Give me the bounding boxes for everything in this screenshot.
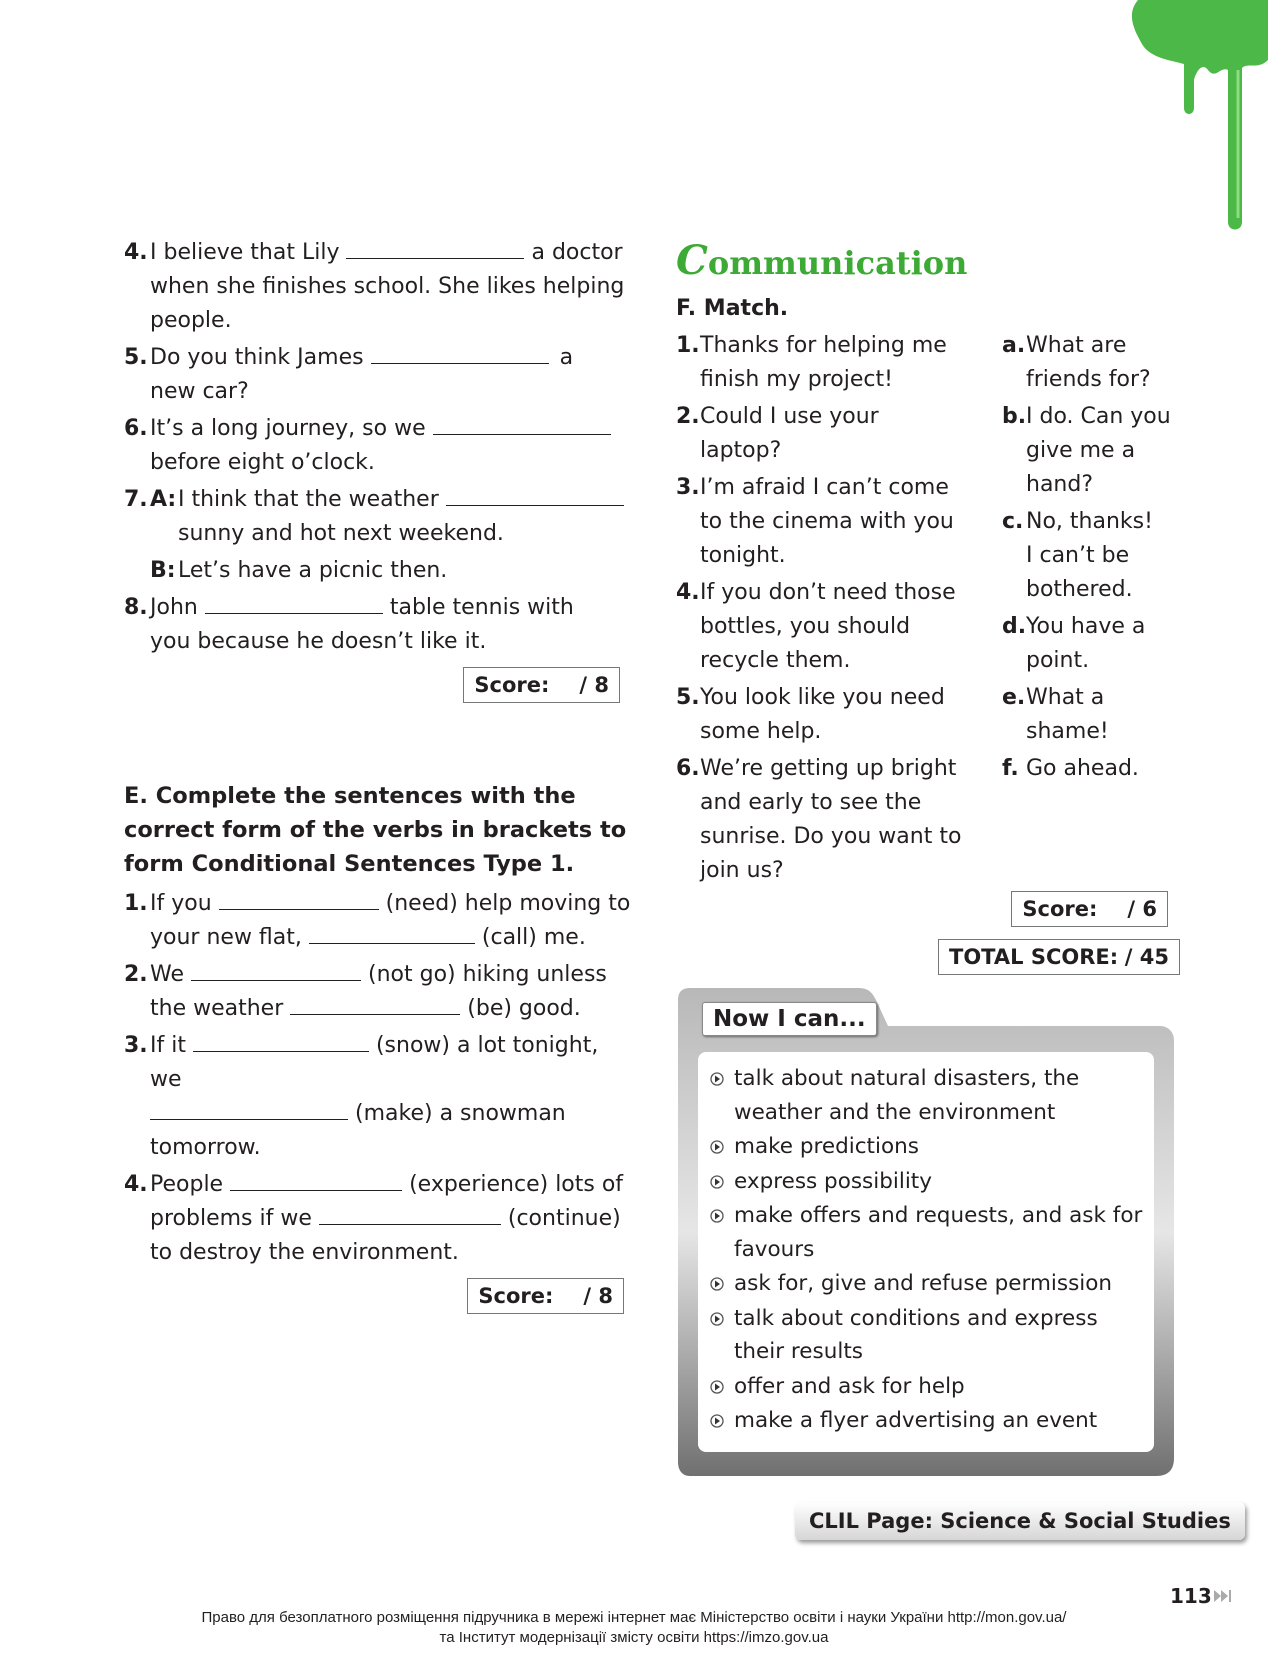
item-text: (continue) <box>507 1206 621 1231</box>
item-text: (snow) a lot tonight, we <box>150 1033 599 1092</box>
now-i-can-panel <box>678 988 1174 1482</box>
item-text: to the cinema with you <box>700 509 954 534</box>
item-text: to destroy the environment. <box>150 1240 459 1265</box>
item-text: sunny and hot next weekend. <box>178 521 504 546</box>
answer-blank[interactable] <box>205 591 383 614</box>
play-bullet-icon <box>710 1312 724 1326</box>
item-text: Go ahead. <box>1026 756 1139 781</box>
can-do-item <box>710 1130 1154 1164</box>
green-slime-decoration <box>1098 0 1268 240</box>
answer-blank[interactable] <box>193 1029 369 1052</box>
item-text: Thanks for helping me <box>700 333 947 358</box>
can-do-list <box>698 1052 1154 1438</box>
item-text: the weather <box>150 996 284 1021</box>
match-right-item[interactable] <box>1002 610 1182 678</box>
title-rest: ommunication <box>707 244 968 282</box>
item-number: 4. <box>124 1172 148 1197</box>
footer-line-1: Право для безоплатного розміщення підручника в мережі інтернет має Міністерство освіти і науки України http://mon.gov.ua/ <box>201 1609 1067 1626</box>
exercise-e-heading: E. Complete the sentences with the correct form of the verbs in brackets to form Conditional Sentences Type 1. <box>124 783 627 877</box>
item-text: You have a <box>1026 614 1146 639</box>
item-text: finish my project! <box>700 367 893 392</box>
footer-line-2: та Інститут модернізації змісту освіти https://imzo.gov.ua <box>439 1629 829 1646</box>
answer-blank[interactable] <box>290 992 460 1015</box>
scores-area <box>676 891 1186 987</box>
item-text: We <box>150 962 184 987</box>
can-do-item <box>710 1370 1154 1404</box>
item-text: It’s a long journey, so we <box>150 416 426 441</box>
item-number: 1. <box>676 333 700 358</box>
item-number: 6. <box>676 756 700 781</box>
item-text: Could I use your <box>700 404 879 429</box>
item-text: I do. Can you <box>1026 404 1171 429</box>
item-number: 4. <box>124 240 148 265</box>
score-label: Score: <box>478 1284 554 1308</box>
can-do-text: make offers and requests, and ask for favours <box>734 1203 1143 1262</box>
exercise-d-item-4 <box>124 236 634 338</box>
item-text: friends for? <box>1026 367 1151 392</box>
answer-blank[interactable] <box>319 1202 501 1225</box>
item-text: laptop? <box>700 438 782 463</box>
item-number: a. <box>1002 333 1026 358</box>
item-text: You look like you need <box>700 685 945 710</box>
score-d-row <box>124 667 634 703</box>
item-text: No, thanks! <box>1026 509 1153 534</box>
play-bullet-icon <box>710 1209 724 1223</box>
item-text: If you <box>150 891 212 916</box>
item-text: John <box>150 595 198 620</box>
exercise-e-item-3 <box>124 1029 634 1165</box>
exercise-e-item-1 <box>124 887 634 955</box>
match-right-item[interactable] <box>1002 681 1182 749</box>
play-bullet-icon <box>710 1414 724 1428</box>
score-value: / 8 <box>579 673 609 697</box>
play-bullet-icon <box>710 1175 724 1189</box>
score-value: / 8 <box>583 1284 613 1308</box>
item-text: when she finishes school. She likes helping <box>150 274 625 299</box>
item-text: bothered. <box>1026 577 1133 602</box>
play-bullet-icon <box>710 1277 724 1291</box>
exercise-d-item-5 <box>124 341 634 409</box>
match-left-item[interactable] <box>676 400 966 468</box>
item-text: a doctor <box>531 240 623 265</box>
match-left-list <box>676 329 966 891</box>
score-box[interactable] <box>1011 891 1168 927</box>
item-text: What are <box>1026 333 1127 358</box>
score-box[interactable] <box>463 667 620 703</box>
item-number: 5. <box>676 685 700 710</box>
item-text: point. <box>1026 648 1090 673</box>
item-number: 3. <box>676 475 700 500</box>
item-text: hand? <box>1026 472 1094 497</box>
item-number: 1. <box>124 891 148 916</box>
item-text: tomorrow. <box>150 1135 261 1160</box>
item-text: (be) good. <box>467 996 581 1021</box>
answer-blank[interactable] <box>371 341 549 364</box>
can-do-text: express possibility <box>734 1168 932 1194</box>
can-do-item <box>710 1404 1154 1438</box>
score-label: Score: <box>1022 897 1098 921</box>
item-text: some help. <box>700 719 822 744</box>
item-text: We’re getting up bright <box>700 756 957 781</box>
score-value: / 6 <box>1127 897 1157 921</box>
item-number: d. <box>1002 614 1027 639</box>
item-text: new car? <box>150 379 249 404</box>
can-do-item <box>710 1062 1154 1129</box>
communication-title <box>676 236 1186 288</box>
item-text: (make) a snowman <box>355 1101 566 1126</box>
item-text: a <box>559 345 574 370</box>
clil-page-button[interactable]: CLIL Page: Science & Social Studies <box>795 1502 1245 1540</box>
item-text: tonight. <box>700 543 786 568</box>
right-column <box>676 236 1186 987</box>
item-text: recycle them. <box>700 648 851 673</box>
item-text: If it <box>150 1033 186 1058</box>
can-do-item <box>710 1199 1154 1266</box>
item-number: f. <box>1002 756 1019 781</box>
item-text: you because he doesn’t like it. <box>150 629 487 654</box>
item-number: 3. <box>124 1033 148 1058</box>
item-number: e. <box>1002 685 1026 710</box>
item-text: sunrise. Do you want to <box>700 824 962 849</box>
speaker-label: B: <box>150 558 176 583</box>
speaker-label: A: <box>150 487 177 512</box>
item-text: Let’s have a picnic then. <box>178 558 448 583</box>
item-text: I think that the weather <box>178 487 439 512</box>
left-column <box>124 236 634 1314</box>
play-bullet-icon <box>710 1380 724 1394</box>
forward-arrows-icon <box>1214 1589 1234 1603</box>
answer-blank[interactable] <box>230 1168 402 1191</box>
match-right-item[interactable] <box>1002 400 1182 502</box>
item-number: 7. <box>124 487 148 512</box>
answer-blank[interactable] <box>309 921 475 944</box>
answer-blank[interactable] <box>446 483 624 506</box>
item-number: b. <box>1002 404 1027 429</box>
exercise-d-item-7 <box>124 483 634 551</box>
match-right-item[interactable] <box>1002 505 1182 607</box>
item-text: and early to see the <box>700 790 922 815</box>
item-text: (call) me. <box>481 925 586 950</box>
item-number: c. <box>1002 509 1024 534</box>
total-score-box[interactable] <box>938 939 1180 975</box>
match-left-item[interactable] <box>676 576 966 678</box>
match-right-list <box>1002 329 1182 789</box>
score-box[interactable] <box>467 1278 624 1314</box>
answer-blank[interactable] <box>346 236 524 259</box>
exercise-e-item-2 <box>124 958 634 1026</box>
can-do-text: offer and ask for help <box>734 1373 965 1399</box>
can-do-item <box>710 1302 1154 1369</box>
total-score-value: / 45 <box>1124 945 1169 969</box>
title-initial: C <box>676 237 708 284</box>
answer-blank[interactable] <box>219 887 379 910</box>
item-text: your new flat, <box>150 925 302 950</box>
now-i-can-content <box>698 1052 1154 1452</box>
play-bullet-icon <box>710 1072 724 1086</box>
exercise-d-item-6 <box>124 412 634 480</box>
item-text: Do you think James <box>150 345 364 370</box>
score-f-row <box>1011 891 1168 927</box>
item-text: shame! <box>1026 719 1109 744</box>
answer-blank[interactable] <box>150 1097 348 1120</box>
item-text: table tennis with <box>389 595 574 620</box>
item-text: (not go) hiking unless <box>368 962 607 987</box>
answer-blank[interactable] <box>191 958 361 981</box>
answer-blank[interactable] <box>433 412 611 435</box>
match-left-item[interactable] <box>676 329 966 397</box>
play-bullet-icon <box>710 1140 724 1154</box>
item-text: join us? <box>700 858 784 883</box>
item-number: 2. <box>676 404 700 429</box>
can-do-text: talk about conditions and express their results <box>734 1305 1098 1364</box>
item-text: (need) help moving to <box>385 891 631 916</box>
item-text: give me a <box>1026 438 1136 463</box>
item-text: I believe that Lily <box>150 240 340 265</box>
item-text: people. <box>150 308 232 333</box>
page-number-text: 113 <box>1170 1584 1212 1608</box>
item-text: I can’t be <box>1026 543 1130 568</box>
total-score-label: TOTAL SCORE: <box>949 945 1119 969</box>
match-left-item[interactable] <box>676 471 966 573</box>
matching-exercise <box>676 329 1186 891</box>
item-number: 8. <box>124 595 148 620</box>
item-text: (experience) lots of <box>409 1172 624 1197</box>
item-number: 5. <box>124 345 148 370</box>
can-do-item <box>710 1267 1154 1301</box>
item-text: bottles, you should <box>700 614 911 639</box>
item-text: People <box>150 1172 224 1197</box>
match-right-item[interactable] <box>1002 329 1182 397</box>
can-do-text: make predictions <box>734 1134 919 1159</box>
match-left-item[interactable] <box>676 681 966 749</box>
item-text: If you don’t need those <box>700 580 956 605</box>
can-do-text: ask for, give and refuse permission <box>734 1271 1113 1296</box>
copyright-footer <box>0 1608 1268 1648</box>
can-do-item <box>710 1165 1154 1199</box>
can-do-text: make a flyer advertising an event <box>734 1408 1098 1433</box>
item-number: 2. <box>124 962 148 987</box>
now-i-can-title: Now I can... <box>702 1002 877 1036</box>
score-label: Score: <box>474 673 550 697</box>
exercise-e-item-4 <box>124 1168 634 1270</box>
item-number: 6. <box>124 416 148 441</box>
item-text: problems if we <box>150 1206 312 1231</box>
item-number: 4. <box>676 580 700 605</box>
match-left-item[interactable] <box>676 752 966 888</box>
item-text: I’m afraid I can’t come <box>700 475 949 500</box>
item-text: before eight o’clock. <box>150 450 375 475</box>
page-number <box>1170 1584 1234 1608</box>
item-text: What a <box>1026 685 1105 710</box>
exercise-f-heading: F. Match. <box>676 296 789 321</box>
match-right-item[interactable] <box>1002 752 1182 786</box>
exercise-d-item-7-b <box>124 554 634 588</box>
can-do-text: talk about natural disasters, the weather and the environment <box>734 1066 1080 1125</box>
score-e-row <box>124 1278 634 1314</box>
exercise-d-item-8 <box>124 591 634 659</box>
